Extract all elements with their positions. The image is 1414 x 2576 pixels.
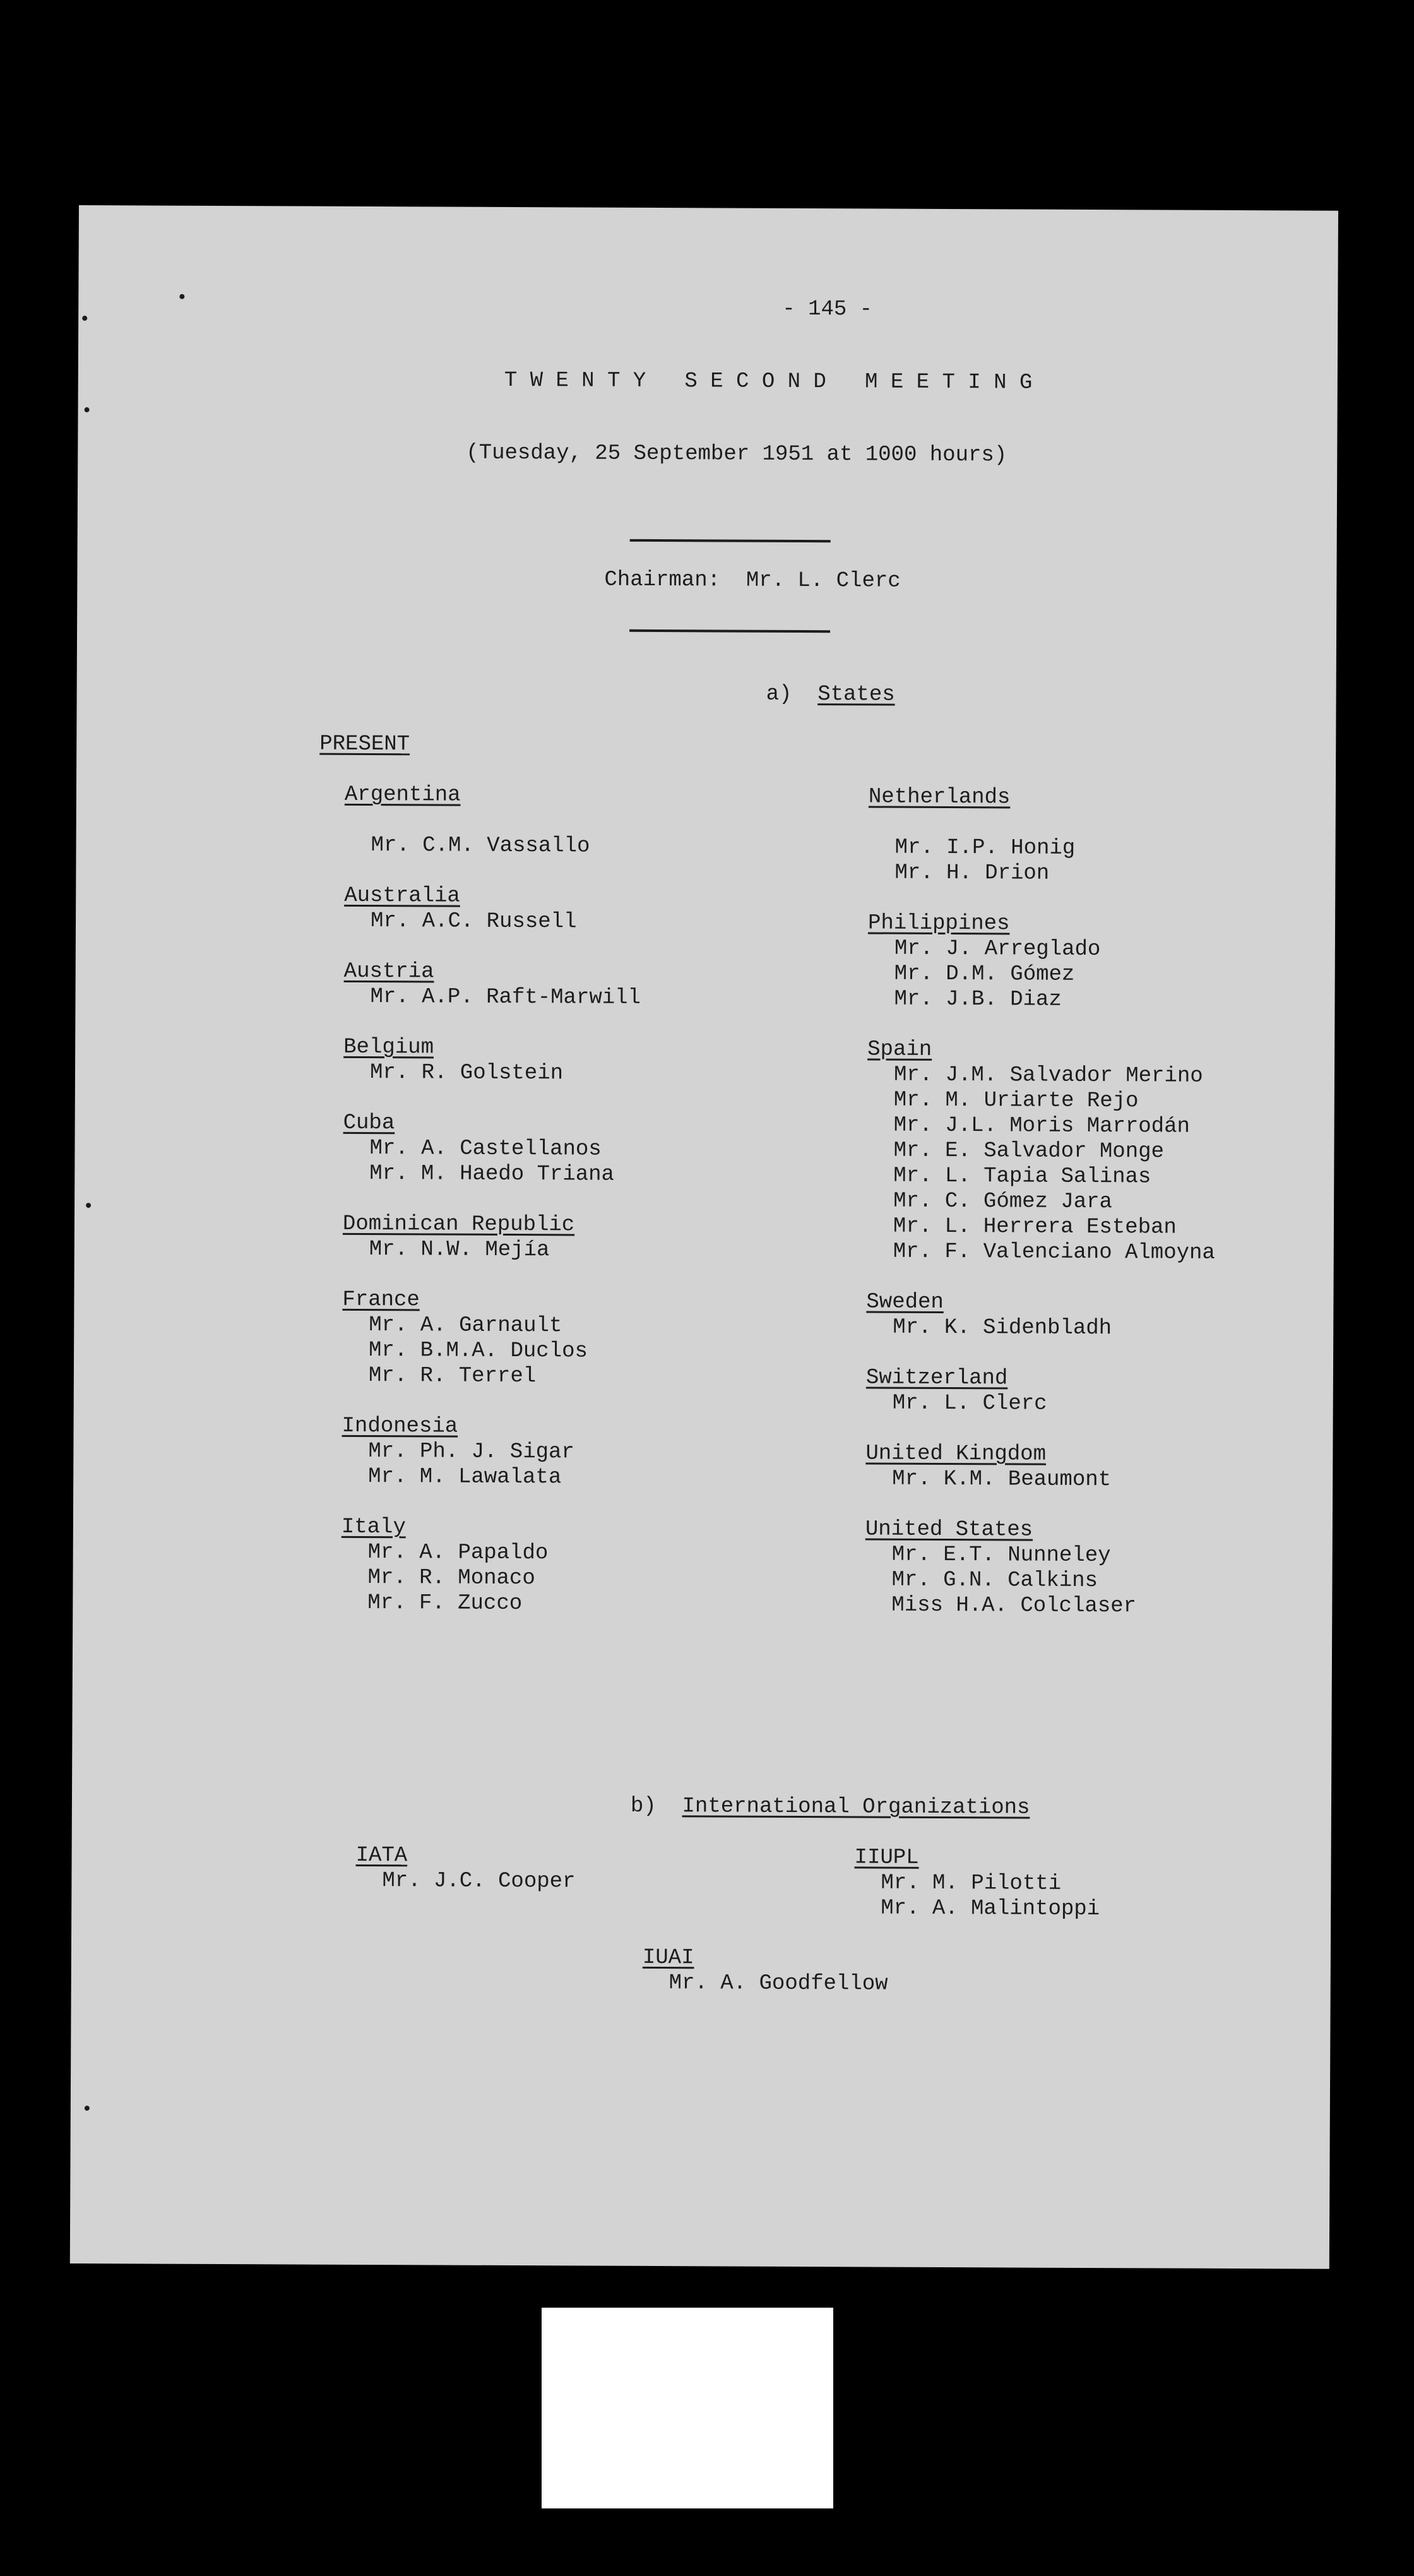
delegate: Mr. A. Castellanos (369, 1136, 602, 1162)
delegate: Mr. A. Goodfellow (668, 1971, 888, 1996)
delegate: Mr. E. Salvador Monge (893, 1138, 1165, 1164)
meeting-title: T W E N T Y S E C O N D M E E T I N G (504, 368, 1033, 395)
org-name: IUAI (642, 1945, 694, 1971)
country-indonesia (342, 1414, 574, 1491)
delegate: Mr. J. Arreglado (894, 936, 1101, 962)
org-name: IATA (355, 1843, 408, 1868)
country-name: Philippines (867, 911, 1010, 936)
orgs-section-heading (631, 1794, 1030, 1821)
country-netherlands (868, 784, 1075, 886)
delegate: Mr. F. Valenciano Almoyna (893, 1239, 1215, 1265)
country-name: Belgium (343, 1035, 434, 1060)
blank-label-card (542, 2308, 833, 2508)
country-name: Spain (867, 1037, 932, 1062)
country-austria (343, 959, 641, 1011)
org-name: IIUPL (854, 1846, 919, 1870)
delegate: Mr. L. Herrera Esteban (893, 1214, 1177, 1240)
delegate: Mr. E.T. Nunneley (891, 1542, 1111, 1568)
country-united-kingdom (865, 1441, 1111, 1493)
delegate: Mr. G.N. Calkins (891, 1568, 1098, 1594)
country-name: Indonesia (342, 1414, 458, 1439)
delegate: Mr. B.M.A. Duclos (369, 1339, 588, 1364)
country-switzerland (866, 1365, 1047, 1416)
delegate: Mr. Ph. J. Sigar (368, 1440, 574, 1465)
states-section-heading (766, 682, 895, 708)
delegate: Mr. J.L. Moris Marrodán (893, 1113, 1191, 1139)
country-sweden (866, 1289, 1112, 1341)
country-united-states (865, 1517, 1136, 1619)
country-philippines (867, 910, 1100, 1013)
delegate: Mr. J.C. Cooper (382, 1869, 576, 1894)
delegate: Mr. J.B. Diaz (894, 987, 1062, 1012)
country-australia (344, 883, 577, 935)
country-dominican-republic (343, 1212, 575, 1263)
scan-speck (82, 316, 87, 321)
delegate: Mr. M. Uriarte Rejo (893, 1088, 1139, 1114)
country-france (342, 1287, 588, 1390)
delegate: Miss H.A. Colclaser (891, 1593, 1137, 1619)
country-name: Australia (344, 883, 460, 909)
states-label: a) (766, 682, 792, 707)
delegate: Mr. R. Golstein (369, 1061, 564, 1086)
delegate: Mr. A.P. Raft-Marwill (370, 985, 641, 1010)
scan-speck (85, 407, 90, 412)
orgs-label: b) (630, 1794, 656, 1819)
scan-speck (86, 1203, 91, 1208)
scan-speck (85, 2106, 90, 2111)
delegate: Mr. H. Drion (894, 861, 1050, 886)
country-name: United Kingdom (865, 1441, 1047, 1467)
divider-top (630, 539, 831, 542)
delegate: Mr. A.C. Russell (370, 909, 577, 934)
org-iiupl (854, 1845, 1100, 1922)
org-iata (355, 1843, 575, 1895)
chairman-line: Chairman: Mr. L. Clerc (604, 568, 901, 593)
country-name: Switzerland (865, 1366, 1008, 1391)
delegate: Mr. D.M. Gómez (894, 962, 1075, 987)
delegate: Mr. I.P. Honig (894, 835, 1076, 861)
delegate: Mr. M. Lawalata (368, 1465, 562, 1490)
delegate: Mr. R. Monaco (367, 1566, 535, 1591)
country-name: Austria (343, 959, 434, 984)
delegate: Mr. C. Gómez Jara (893, 1189, 1113, 1215)
delegate: Mr. A. Malintoppi (881, 1896, 1100, 1922)
delegate: Mr. A. Papaldo (367, 1541, 549, 1566)
delegate: Mr. K.M. Beaumont (892, 1467, 1112, 1493)
country-cuba (343, 1111, 614, 1188)
country-name: United States (865, 1517, 1033, 1542)
country-name: Dominican Republic (342, 1212, 575, 1237)
delegate: Mr. F. Zucco (367, 1591, 523, 1616)
delegate: Mr. L. Tapia Salinas (893, 1164, 1151, 1190)
org-iuai (643, 1945, 888, 1997)
page-number: - 145 - (782, 297, 873, 322)
country-name: Italy (341, 1515, 406, 1540)
meeting-date: (Tuesday, 25 September 1951 at 1000 hours) (466, 441, 1007, 468)
delegate: Mr. C.M. Vassallo (371, 833, 590, 859)
country-argentina (344, 782, 590, 859)
delegate: Mr. J.M. Salvador Merino (893, 1063, 1203, 1088)
delegate: Mr. N.W. Mejía (369, 1237, 550, 1263)
states-title: States (817, 683, 895, 707)
delegate: Mr. L. Clerc (892, 1391, 1047, 1416)
country-name: Netherlands (868, 785, 1011, 810)
document-page (70, 205, 1338, 2269)
country-italy (341, 1515, 548, 1616)
country-name: Argentina (344, 782, 461, 808)
scan-speck (179, 294, 184, 299)
country-spain (867, 1037, 1216, 1265)
divider-bottom (629, 629, 830, 633)
delegate: Mr. A. Garnault (369, 1313, 562, 1339)
country-name: Sweden (866, 1290, 944, 1315)
delegate: Mr. M. Haedo Triana (369, 1162, 615, 1187)
delegate: Mr. R. Terrel (368, 1364, 537, 1389)
orgs-title: International Organizations (682, 1794, 1030, 1820)
country-belgium (343, 1035, 563, 1087)
delegate: Mr. K. Sidenbladh (893, 1315, 1112, 1341)
country-name: France (342, 1287, 420, 1313)
delegate: Mr. M. Pilotti (881, 1871, 1062, 1896)
present-label: PRESENT (319, 732, 410, 757)
country-name: Cuba (343, 1111, 395, 1136)
